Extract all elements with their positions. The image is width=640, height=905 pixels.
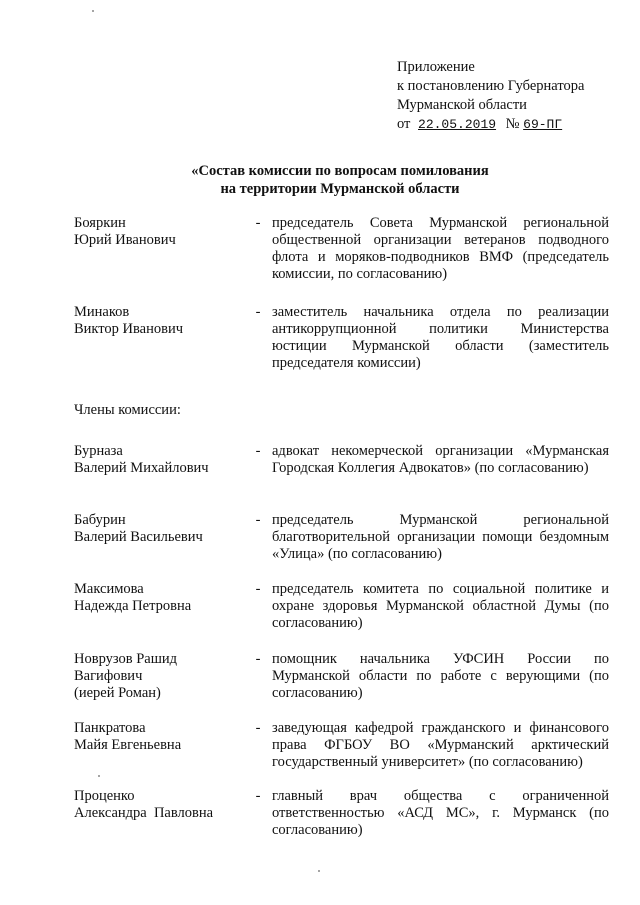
member-role: председатель комитета по социальной политике и охране здоровья Мурманской областной Думы (по согласованию) — [272, 581, 609, 631]
member-name — [74, 651, 249, 702]
surname: Бурназа — [74, 443, 123, 459]
surname: Минаков — [74, 304, 130, 320]
given-names: Надежда Петровна — [74, 598, 192, 614]
title-line-1: «Состав комиссии по вопросам помилования — [191, 163, 489, 179]
members-heading: Члены комиссии: — [74, 402, 181, 418]
surname: Максимова — [74, 581, 144, 597]
member-name — [74, 788, 249, 822]
member-role: адвокат некомерческой организации «Мурманская Городская Коллегия Адвокатов» (по согласованию) — [272, 443, 609, 476]
given-names: Валерий Михайлович — [74, 460, 209, 476]
scan-speck — [318, 870, 320, 872]
decree-date: 22.05.2019 — [418, 117, 497, 132]
appendix-line-1: Приложение — [397, 59, 475, 75]
dash: - — [255, 651, 261, 667]
decree-number: 69-ПГ — [523, 117, 563, 132]
surname: Бояркин — [74, 215, 126, 231]
number-prefix: № — [505, 116, 520, 132]
religious-name: (иерей Роман) — [74, 685, 161, 701]
member-role: заместитель начальника отдела по реализации антикоррупционной политики Министерства юстиции Мурманской области (заместитель председателя комиссии) — [272, 304, 609, 371]
member-name — [74, 720, 249, 754]
member-role: заведующая кафедрой гражданского и финансового права ФГБОУ ВО «Мурманский арктический государственный университет» (по согласованию) — [272, 720, 609, 770]
surname: Панкратова — [74, 720, 146, 736]
surname: Новрузов Рашид — [74, 651, 178, 667]
dash: - — [255, 512, 261, 528]
given-names: Александра Павловна — [74, 805, 214, 821]
appendix-header — [397, 58, 632, 134]
given-names: Вагифович — [74, 668, 143, 684]
dash: - — [255, 581, 261, 597]
given-names: Майя Евгеньевна — [74, 737, 182, 753]
member-name — [74, 512, 249, 546]
scan-speck — [92, 10, 94, 12]
given-names: Валерий Васильевич — [74, 529, 203, 545]
surname: Бабурин — [74, 512, 126, 528]
member-role: помощник начальника УФСИН России по Мурманской области по работе с верующими (по согласованию) — [272, 651, 609, 701]
appendix-date-line — [397, 115, 632, 134]
member-role: председатель Мурманской региональной благотворительной организации помощи бездомным «Улица» (по согласованию) — [272, 512, 609, 562]
document-title — [0, 162, 640, 198]
member-name — [74, 304, 249, 338]
member-name — [74, 581, 249, 615]
appendix-line-2: к постановлению Губернатора — [397, 78, 585, 94]
surname: Проценко — [74, 788, 135, 804]
given-names: Виктор Иванович — [74, 321, 184, 337]
member-role: главный врач общества с ограниченной ответственностью «АСД МС», г. Мурманск (по согласованию) — [272, 788, 609, 838]
dash: - — [255, 304, 261, 320]
scan-speck — [98, 775, 100, 777]
member-role: председатель Совета Мурманской региональной общественной организации ветеранов подводного флота и моряков-подводников ВМФ (председатель комиссии, по согласованию) — [272, 215, 609, 282]
member-name — [74, 215, 249, 249]
dash: - — [255, 720, 261, 736]
title-line-2: на территории Мурманской области — [220, 181, 460, 197]
member-name — [74, 443, 249, 477]
appendix-line-3: Мурманской области — [397, 97, 527, 113]
dash: - — [255, 443, 261, 459]
date-prefix: от — [397, 116, 411, 132]
given-names: Юрий Иванович — [74, 232, 176, 248]
dash: - — [255, 215, 261, 231]
dash: - — [255, 788, 261, 804]
